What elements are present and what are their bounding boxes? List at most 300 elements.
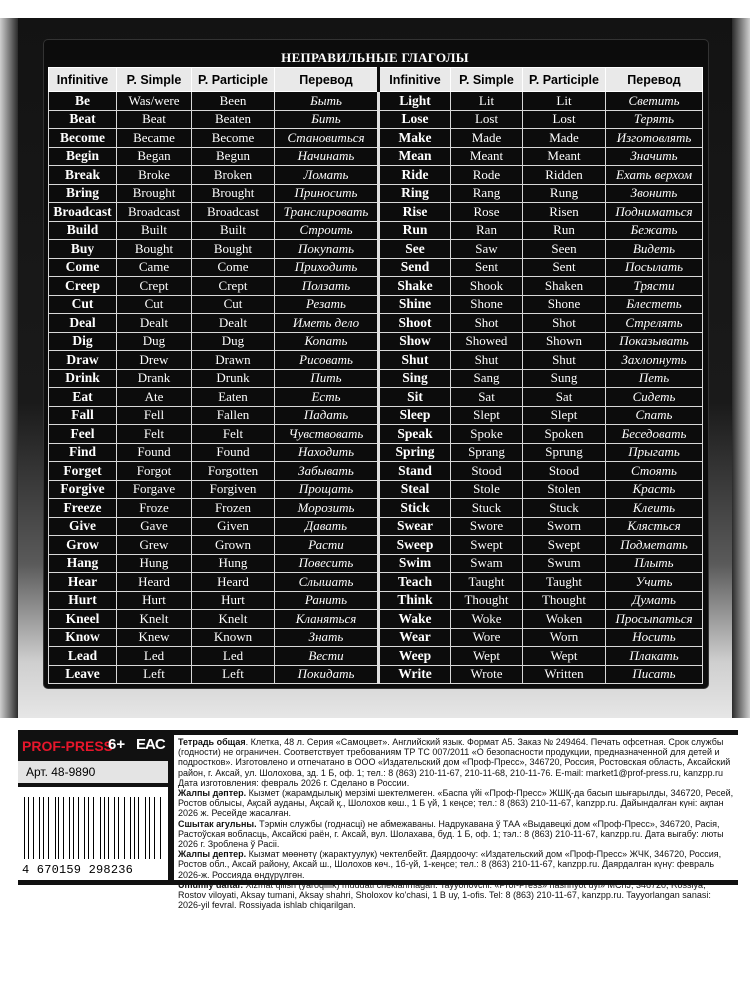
past-participle-cell: Become	[192, 129, 275, 148]
translation-cell: Морозить	[275, 499, 379, 518]
past-simple-cell: Dug	[117, 332, 192, 351]
barcode-bar	[114, 797, 115, 859]
infinitive-cell: Shoot	[379, 314, 451, 333]
table-row	[49, 92, 703, 111]
table-row	[49, 480, 703, 499]
translation-cell: Быть	[275, 92, 379, 111]
past-simple-cell: Shut	[451, 351, 523, 370]
translation-cell: Учить	[606, 573, 703, 592]
past-simple-cell: Woke	[451, 610, 523, 629]
column-header: P. Simple	[117, 68, 192, 92]
past-simple-cell: Shot	[451, 314, 523, 333]
infinitive-cell: Steal	[379, 480, 451, 499]
infinitive-cell: Become	[49, 129, 117, 148]
past-simple-cell: Froze	[117, 499, 192, 518]
past-simple-cell: Led	[117, 647, 192, 666]
infinitive-cell: Break	[49, 166, 117, 185]
infinitive-cell: Light	[379, 92, 451, 111]
past-simple-cell: Stuck	[451, 499, 523, 518]
table-row	[49, 258, 703, 277]
past-participle-cell: Bought	[192, 240, 275, 259]
past-simple-cell: Came	[117, 258, 192, 277]
translation-cell: Приходить	[275, 258, 379, 277]
info-block	[18, 735, 738, 911]
infinitive-cell: Weep	[379, 647, 451, 666]
legal-text	[174, 735, 738, 911]
infinitive-cell: Mean	[379, 147, 451, 166]
past-participle-cell: Sent	[523, 258, 606, 277]
barcode-bar	[88, 797, 89, 859]
translation-cell: Чувствовать	[275, 425, 379, 444]
translation-cell: Знать	[275, 628, 379, 647]
table-body	[49, 92, 703, 684]
table-row	[49, 406, 703, 425]
past-participle-cell: Shot	[523, 314, 606, 333]
infinitive-cell: Freeze	[49, 499, 117, 518]
infinitive-cell: Shake	[379, 277, 451, 296]
past-simple-cell: Saw	[451, 240, 523, 259]
table-row	[49, 591, 703, 610]
past-participle-cell: Built	[192, 221, 275, 240]
barcode-bar	[101, 797, 102, 859]
translation-cell: Рисовать	[275, 351, 379, 370]
infinitive-cell: Shine	[379, 295, 451, 314]
past-participle-cell: Broken	[192, 166, 275, 185]
past-simple-cell: Forgot	[117, 462, 192, 481]
translation-cell: Транслировать	[275, 203, 379, 222]
article-number: Арт. 48-9890	[18, 761, 168, 783]
barcode-bar	[149, 797, 150, 859]
past-participle-cell: Left	[192, 665, 275, 684]
infinitive-cell: Forgive	[49, 480, 117, 499]
past-participle-cell: Slept	[523, 406, 606, 425]
column-header: Перевод	[275, 68, 379, 92]
infinitive-cell: Lead	[49, 647, 117, 666]
barcode-bar	[131, 797, 132, 859]
past-simple-cell: Grew	[117, 536, 192, 555]
translation-cell: Падать	[275, 406, 379, 425]
past-simple-cell: Shook	[451, 277, 523, 296]
infinitive-cell: Make	[379, 129, 451, 148]
cover-edge-left	[0, 18, 18, 718]
legal-paragraph-text: . Клетка, 48 л. Серия «Самоцвет». Английский язык. Формат А5. Заказ № 249464. Печать офсетная. Срок службы (годности) не ограничен. Соответствует требованиям ТР ТС 007/2011 «О безопасности продукции, предназначенной для детей и подростков». Изготовлено и отпечатано в ООО «Издательский дом «Проф-Пресс», 346720, Россия, Ростовская область, Аксайский район, г. Аксай, ул. Шолохова, зд. 1 Б, оф. 1; тел.: 8 (863) 210-11-67, 210-11-68, 210-11-76. E-mail: market1@prof-press.ru, kanzpp.ru Дата изготовления: февраль 2026 г. Сделано в России.	[178, 737, 731, 788]
translation-cell: Стрелять	[606, 314, 703, 333]
infinitive-cell: Come	[49, 258, 117, 277]
barcode-bar	[93, 797, 94, 859]
infinitive-cell: Hang	[49, 554, 117, 573]
past-simple-cell: Rode	[451, 166, 523, 185]
infinitive-cell: Kneel	[49, 610, 117, 629]
infinitive-cell: Dig	[49, 332, 117, 351]
past-participle-cell: Hung	[192, 554, 275, 573]
past-participle-cell: Rung	[523, 184, 606, 203]
translation-cell: Давать	[275, 517, 379, 536]
past-simple-cell: Lost	[451, 110, 523, 129]
past-simple-cell: Wrote	[451, 665, 523, 684]
past-participle-cell: Taught	[523, 573, 606, 592]
past-participle-cell: Risen	[523, 203, 606, 222]
column-header: Infinitive	[379, 68, 451, 92]
translation-cell: Покупать	[275, 240, 379, 259]
translation-cell: Ранить	[275, 591, 379, 610]
past-participle-cell: Dealt	[192, 314, 275, 333]
legal-paragraph-title: Жалпы дептер.	[178, 849, 247, 860]
translation-cell: Блестеть	[606, 295, 703, 314]
translation-cell: Бежать	[606, 221, 703, 240]
past-simple-cell: Showed	[451, 332, 523, 351]
infinitive-cell: Give	[49, 517, 117, 536]
table-row	[49, 369, 703, 388]
infinitive-cell: Begin	[49, 147, 117, 166]
infinitive-cell: Build	[49, 221, 117, 240]
translation-cell: Строить	[275, 221, 379, 240]
translation-cell: Прыгать	[606, 443, 703, 462]
past-participle-cell: Cut	[192, 295, 275, 314]
infinitive-cell: See	[379, 240, 451, 259]
past-simple-cell: Spoke	[451, 425, 523, 444]
table-row	[49, 110, 703, 129]
infinitive-cell: Ring	[379, 184, 451, 203]
brand-logo: PROF-PRESS	[22, 738, 114, 754]
barcode-bar	[43, 797, 44, 859]
past-simple-cell: Gave	[117, 517, 192, 536]
past-simple-cell: Drank	[117, 369, 192, 388]
barcode-bar	[33, 797, 34, 859]
infinitive-cell: Grow	[49, 536, 117, 555]
infinitive-cell: Eat	[49, 388, 117, 407]
translation-cell: Беседовать	[606, 425, 703, 444]
translation-cell: Красть	[606, 480, 703, 499]
table-row	[49, 129, 703, 148]
barcode	[24, 797, 164, 859]
past-simple-cell: Ate	[117, 388, 192, 407]
infinitive-cell: Spring	[379, 443, 451, 462]
barcode-box	[18, 787, 168, 880]
past-simple-cell: Began	[117, 147, 192, 166]
infinitive-cell: Shut	[379, 351, 451, 370]
table-row	[49, 647, 703, 666]
past-simple-cell: Shone	[451, 295, 523, 314]
past-participle-cell: Led	[192, 647, 275, 666]
translation-cell: Значить	[606, 147, 703, 166]
past-participle-cell: Eaten	[192, 388, 275, 407]
past-simple-cell: Swam	[451, 554, 523, 573]
translation-cell: Клеить	[606, 499, 703, 518]
table-row	[49, 203, 703, 222]
table-row	[49, 536, 703, 555]
table-row	[49, 388, 703, 407]
past-participle-cell: Spoken	[523, 425, 606, 444]
infinitive-cell: Draw	[49, 351, 117, 370]
translation-cell: Подметать	[606, 536, 703, 555]
past-simple-cell: Bought	[117, 240, 192, 259]
infinitive-cell: Find	[49, 443, 117, 462]
past-simple-cell: Swept	[451, 536, 523, 555]
past-participle-cell: Heard	[192, 573, 275, 592]
infinitive-cell: Sleep	[379, 406, 451, 425]
past-simple-cell: Thought	[451, 591, 523, 610]
past-simple-cell: Sang	[451, 369, 523, 388]
translation-cell: Трясти	[606, 277, 703, 296]
past-simple-cell: Knelt	[117, 610, 192, 629]
translation-cell: Вести	[275, 647, 379, 666]
irregular-verbs-table	[48, 67, 703, 684]
column-header: P. Participle	[523, 68, 606, 92]
translation-cell: Терять	[606, 110, 703, 129]
brand-bar	[18, 735, 168, 757]
past-simple-cell: Broadcast	[117, 203, 192, 222]
translation-cell: Носить	[606, 628, 703, 647]
past-participle-cell: Shaken	[523, 277, 606, 296]
past-simple-cell: Crept	[117, 277, 192, 296]
past-simple-cell: Forgave	[117, 480, 192, 499]
past-participle-cell: Found	[192, 443, 275, 462]
table-row	[49, 351, 703, 370]
infinitive-cell: Sing	[379, 369, 451, 388]
translation-cell: Слышать	[275, 573, 379, 592]
infinitive-cell: Lose	[379, 110, 451, 129]
past-participle-cell: Begun	[192, 147, 275, 166]
infinitive-cell: Deal	[49, 314, 117, 333]
past-simple-cell: Sat	[451, 388, 523, 407]
infinitive-cell: Teach	[379, 573, 451, 592]
legal-paragraph-text: Тэрмін службы (годнасці) не абмежаваны. Надрукавана ў ТАА «Выдавецкі дом «Проф-Пресс», 346720, Расія, Растоўская вобласць, Аксайскі раён, г. Аксай, вул. Шолахава, буд. 1 Б, оф. 1; тэл.: 8 (863) 210-11-67, kanzpp.ru. Дата выгабу: люты 2026 г. Зроблена ў Расіі.	[178, 818, 724, 850]
barcode-bar	[92, 797, 93, 859]
age-rating: 6+	[108, 736, 126, 753]
translation-cell: Ломать	[275, 166, 379, 185]
legal-paragraph-title: Тетрадь общая	[178, 737, 246, 747]
translation-cell: Ехать верхом	[606, 166, 703, 185]
legal-paragraph-text: Кызмат мөөнөтү (жарактуулук) чектелбейт. Даярдоочу: «Издательский дом «Проф-Пресс» ЖЧК, 346720, Россия, Ростов обл., Аксай району, Аксай ш., Шолохов көч., 1б-үй, 1-кеңсе; тел.: 8 (863) 210-11-67, kanzpp.ru. Даярдалган күнү: февраль 2026-ж. Россияда өндүрүлгөн.	[178, 849, 722, 880]
past-participle-cell: Thought	[523, 591, 606, 610]
legal-paragraph	[178, 737, 734, 788]
legal-paragraph-title: Жалпы дәптер.	[178, 788, 247, 799]
infinitive-cell: Run	[379, 221, 451, 240]
past-simple-cell: Found	[117, 443, 192, 462]
past-participle-cell: Worn	[523, 628, 606, 647]
translation-cell: Ползать	[275, 277, 379, 296]
past-participle-cell: Stolen	[523, 480, 606, 499]
past-participle-cell: Sat	[523, 388, 606, 407]
barcode-bar	[78, 797, 79, 859]
past-simple-cell: Rang	[451, 184, 523, 203]
translation-cell: Приносить	[275, 184, 379, 203]
past-participle-cell: Forgotten	[192, 462, 275, 481]
translation-cell: Бить	[275, 110, 379, 129]
legal-paragraph	[178, 788, 734, 819]
past-participle-cell: Swum	[523, 554, 606, 573]
table-row	[49, 573, 703, 592]
barcode-bar	[124, 797, 125, 859]
infinitive-cell: Cut	[49, 295, 117, 314]
table-row	[49, 554, 703, 573]
table-row	[49, 240, 703, 259]
past-participle-cell: Drawn	[192, 351, 275, 370]
translation-cell: Светить	[606, 92, 703, 111]
past-participle-cell: Been	[192, 92, 275, 111]
past-simple-cell: Left	[117, 665, 192, 684]
legal-paragraph-text: Xizmat qilish (yaroqlilik) muddati cheklanmagan. Tayyorlovchi: «Prof-Press» nashriyot uyi» MChJ, 346720, Rossiya, Rostov viloyati, Aksay tumani, Aksay shahri, Sholoxov ko'chasi, 1 B uy, 1-ofis. Tel: 8 (863) 210-11-67, kanzpp.ru. Tayyorlangan sanasi: 2026-yil fevral. Rossiyada ishlab chiqarilgan.	[178, 879, 711, 911]
barcode-bar	[156, 797, 157, 859]
infinitive-cell: Leave	[49, 665, 117, 684]
translation-cell: Копать	[275, 332, 379, 351]
past-simple-cell: Heard	[117, 573, 192, 592]
past-simple-cell: Beat	[117, 110, 192, 129]
translation-cell: Иметь дело	[275, 314, 379, 333]
past-participle-cell: Dug	[192, 332, 275, 351]
table-row	[49, 462, 703, 481]
column-header: Infinitive	[49, 68, 117, 92]
translation-cell: Пить	[275, 369, 379, 388]
past-simple-cell: Stole	[451, 480, 523, 499]
past-participle-cell: Drunk	[192, 369, 275, 388]
past-simple-cell: Sprang	[451, 443, 523, 462]
table-row	[49, 184, 703, 203]
past-simple-cell: Wept	[451, 647, 523, 666]
translation-cell: Начинать	[275, 147, 379, 166]
infinitive-cell: Creep	[49, 277, 117, 296]
translation-cell: Покидать	[275, 665, 379, 684]
past-participle-cell: Come	[192, 258, 275, 277]
past-participle-cell: Shone	[523, 295, 606, 314]
table-row	[49, 425, 703, 444]
past-simple-cell: Stood	[451, 462, 523, 481]
barcode-bar	[77, 797, 78, 859]
past-participle-cell: Forgiven	[192, 480, 275, 499]
infinitive-cell: Wear	[379, 628, 451, 647]
column-header: P. Participle	[192, 68, 275, 92]
past-simple-cell: Made	[451, 129, 523, 148]
translation-cell: Думать	[606, 591, 703, 610]
infinitive-cell: Bring	[49, 184, 117, 203]
infinitive-cell: Speak	[379, 425, 451, 444]
past-simple-cell: Slept	[451, 406, 523, 425]
legal-paragraph	[178, 880, 734, 911]
eac-mark: EAC	[136, 736, 165, 753]
infinitive-cell: Drink	[49, 369, 117, 388]
past-participle-cell: Fallen	[192, 406, 275, 425]
past-simple-cell: Swore	[451, 517, 523, 536]
table-row	[49, 166, 703, 185]
infinitive-cell: Send	[379, 258, 451, 277]
translation-cell: Видеть	[606, 240, 703, 259]
table-row	[49, 295, 703, 314]
past-simple-cell: Fell	[117, 406, 192, 425]
past-participle-cell: Beaten	[192, 110, 275, 129]
past-participle-cell: Frozen	[192, 499, 275, 518]
translation-cell: Плакать	[606, 647, 703, 666]
infinitive-cell: Hear	[49, 573, 117, 592]
translation-cell: Писать	[606, 665, 703, 684]
translation-cell: Забывать	[275, 462, 379, 481]
past-simple-cell: Built	[117, 221, 192, 240]
past-simple-cell: Cut	[117, 295, 192, 314]
table-row	[49, 499, 703, 518]
past-participle-cell: Sworn	[523, 517, 606, 536]
past-simple-cell: Sent	[451, 258, 523, 277]
barcode-bar	[51, 797, 52, 859]
translation-cell: Кланяться	[275, 610, 379, 629]
translation-cell: Показывать	[606, 332, 703, 351]
translation-cell: Резать	[275, 295, 379, 314]
translation-cell: Подниматься	[606, 203, 703, 222]
barcode-bar	[118, 797, 119, 859]
table-header-row	[49, 68, 703, 92]
past-participle-cell: Shut	[523, 351, 606, 370]
table-row	[49, 332, 703, 351]
infinitive-cell: Ride	[379, 166, 451, 185]
infinitive-cell: Wake	[379, 610, 451, 629]
translation-cell: Плыть	[606, 554, 703, 573]
infinitive-cell: Stick	[379, 499, 451, 518]
infinitive-cell: Swim	[379, 554, 451, 573]
legal-paragraph-title: Сшытак агульны.	[178, 818, 257, 829]
table-row	[49, 277, 703, 296]
past-participle-cell: Seen	[523, 240, 606, 259]
translation-cell: Повесить	[275, 554, 379, 573]
past-participle-cell: Hurt	[192, 591, 275, 610]
legal-paragraph	[178, 819, 734, 850]
past-participle-cell: Felt	[192, 425, 275, 444]
translation-cell: Спать	[606, 406, 703, 425]
past-participle-cell: Crept	[192, 277, 275, 296]
table-row	[49, 665, 703, 684]
past-participle-cell: Lit	[523, 92, 606, 111]
column-header: Перевод	[606, 68, 703, 92]
barcode-bar	[66, 797, 67, 859]
past-participle-cell: Knelt	[192, 610, 275, 629]
past-simple-cell: Rose	[451, 203, 523, 222]
infinitive-cell: Broadcast	[49, 203, 117, 222]
table-row	[49, 314, 703, 333]
barcode-bar	[31, 797, 32, 859]
translation-cell: Стоять	[606, 462, 703, 481]
past-simple-cell: Hurt	[117, 591, 192, 610]
past-simple-cell: Broke	[117, 166, 192, 185]
legal-paragraph-text: Кызмет (жарамдылық) мерзімі шектелмеген. «Баспа үйі «Проф-Пресс» ЖШҚ-да басып шығарылды, 346720, Ресей, Ростов облысы, Ақсай ауданы, Ақсай қ., Шолохов көш., 1 Б үй, 1 кеңсе; тел.: 8 (863) 210-11-67, kanzpp.ru. Дайындалған күні: ақпан 2026 ж. Ресейде жасалған.	[178, 788, 734, 819]
translation-cell: Петь	[606, 369, 703, 388]
legal-paragraph-title: Umumiy daftar.	[178, 879, 244, 890]
past-participle-cell: Lost	[523, 110, 606, 129]
past-simple-cell: Drew	[117, 351, 192, 370]
barcode-bar	[138, 797, 139, 859]
past-participle-cell: Given	[192, 517, 275, 536]
barcode-bar	[58, 797, 59, 859]
translation-cell: Расти	[275, 536, 379, 555]
translation-cell: Звонить	[606, 184, 703, 203]
barcode-bar	[161, 797, 162, 859]
barcode-bar	[141, 797, 142, 859]
translation-cell: Сидеть	[606, 388, 703, 407]
translation-cell: Есть	[275, 388, 379, 407]
infinitive-cell: Fall	[49, 406, 117, 425]
infinitive-cell: Show	[379, 332, 451, 351]
legal-paragraph	[178, 849, 734, 880]
past-simple-cell: Became	[117, 129, 192, 148]
barcode-bar	[47, 797, 48, 859]
past-participle-cell: Made	[523, 129, 606, 148]
past-simple-cell: Was/were	[117, 92, 192, 111]
translation-cell: Захлопнуть	[606, 351, 703, 370]
table-row	[49, 443, 703, 462]
infinitive-cell: Rise	[379, 203, 451, 222]
column-header: P. Simple	[451, 68, 523, 92]
infinitive-cell: Sit	[379, 388, 451, 407]
barcode-bar	[111, 797, 112, 859]
barcode-number: 4 670159 298236	[22, 863, 134, 877]
past-simple-cell: Knew	[117, 628, 192, 647]
past-simple-cell: Brought	[117, 184, 192, 203]
